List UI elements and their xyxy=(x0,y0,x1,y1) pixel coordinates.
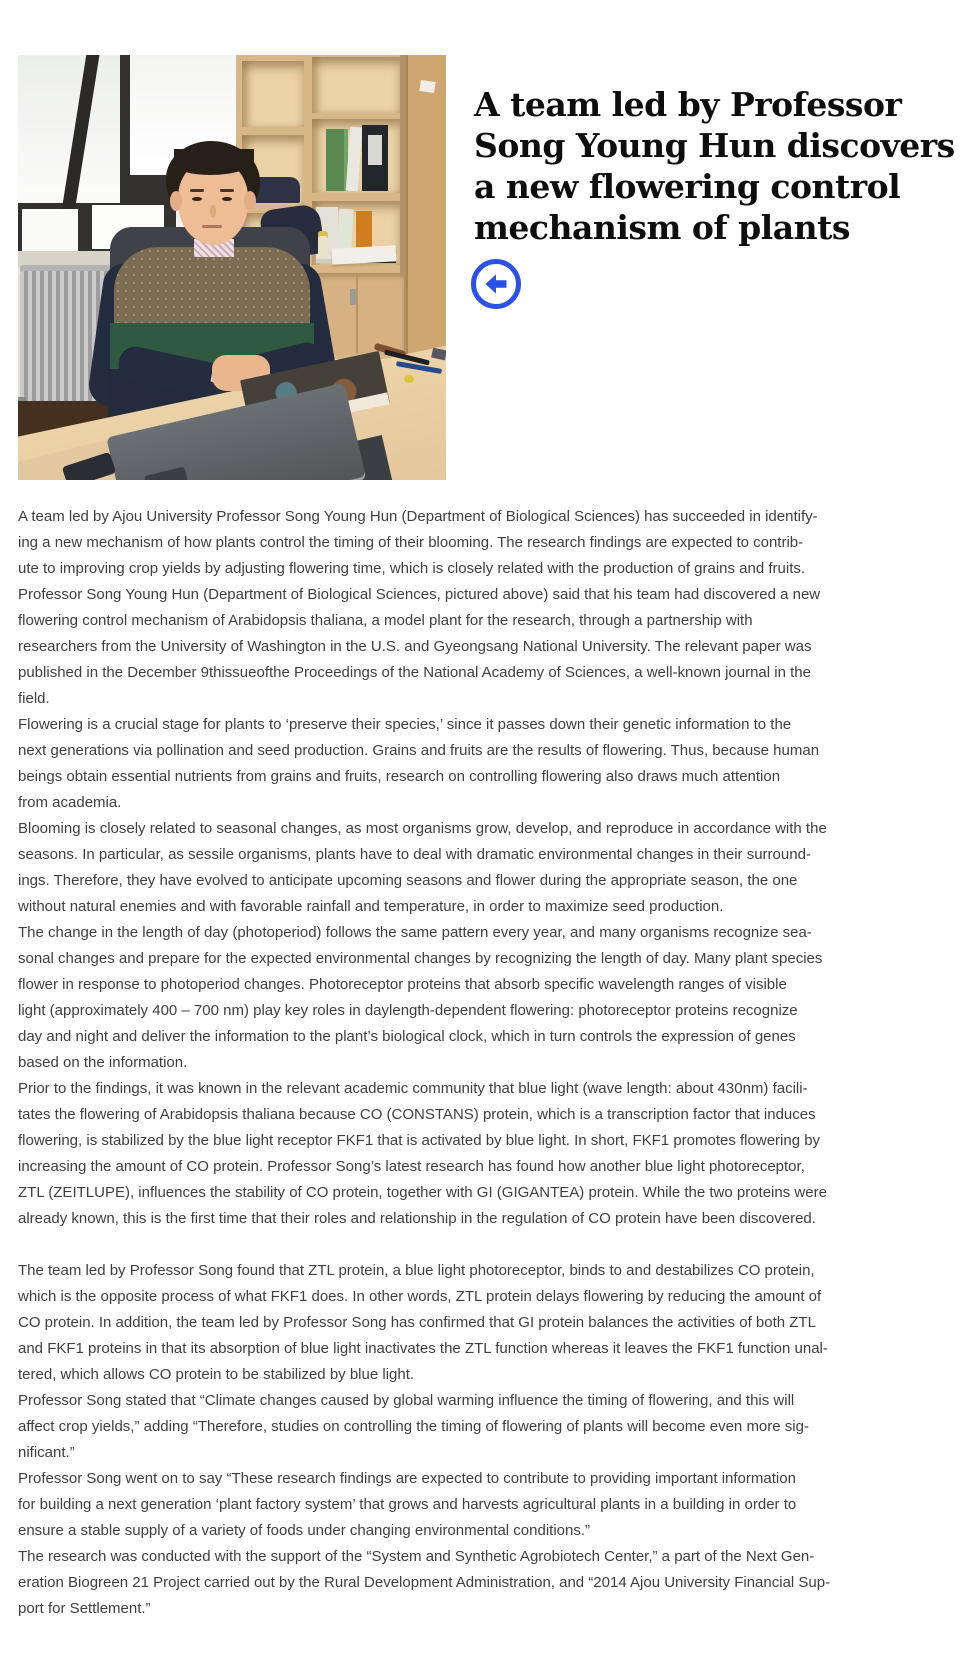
article-line: Professor Song stated that “Climate changes caused by global warming influence the timing of flowering, and this will xyxy=(18,1392,795,1409)
article-paragraph xyxy=(18,504,952,582)
article-line: Blooming is closely related to seasonal changes, as most organisms grow, develop, and reproduce in accordance with the xyxy=(18,820,827,837)
article-line: field. xyxy=(18,690,50,707)
arrow-left-icon xyxy=(482,270,510,298)
article-line: nificant.” xyxy=(18,1444,75,1461)
article-line: already known, this is the first time that their roles and relationship in the regulation of CO protein have been discovered. xyxy=(18,1210,816,1227)
article-line: The change in the length of day (photoperiod) follows the same pattern every year, and many organisms recognize sea- xyxy=(18,924,812,941)
article-line: from academia. xyxy=(18,794,122,811)
article-line: day and night and deliver the information to the plant’s biological clock, which in turn controls the expression of genes xyxy=(18,1028,796,1045)
article-line: affect crop yields,” adding “Therefore, studies on controlling the timing of flowering of plants will become even more sig- xyxy=(18,1418,809,1435)
article-line: The team led by Professor Song found that ZTL protein, a blue light photoreceptor, binds to and destabilizes CO protein, xyxy=(18,1262,815,1279)
article-line: ings. Therefore, they have evolved to anticipate upcoming seasons and flower during the appropriate season, the one xyxy=(18,872,798,889)
photo-shelf-cubby xyxy=(242,61,304,127)
article-line: Professor Song Young Hun (Department of Biological Sciences, pictured above) said that his team had discovered a new xyxy=(18,586,821,603)
article-line: tates the flowering of Arabidopsis thaliana because CO (CONSTANS) protein, which is a transcription factor that induces xyxy=(18,1106,816,1123)
photo-cabinet-seam xyxy=(356,275,358,353)
article-body xyxy=(18,504,952,1622)
article-line: Professor Song went on to say “These research findings are expected to contribute to providing important information xyxy=(18,1470,796,1487)
article-paragraph xyxy=(18,1232,952,1258)
page-title-line: Song Young Hun discovers xyxy=(474,126,955,166)
article-line: and FKF1 proteins in that its absorption of blue light inactivates the ZTL function whereas it leaves the FKF1 function unal- xyxy=(18,1340,828,1357)
article-line: without natural enemies and with favorable rainfall and temperature, in order to maximize seed production. xyxy=(18,898,724,915)
photo-binder-label xyxy=(368,135,382,165)
article-paragraph xyxy=(18,1076,952,1232)
article-line: The research was conducted with the support of the “System and Synthetic Agrobiotech Center,” a part of the Next Gen- xyxy=(18,1548,815,1565)
article-paragraph xyxy=(18,1388,952,1466)
article-line xyxy=(18,1232,952,1258)
article-line: flower in response to photoperiod changes. Photoreceptor proteins that absorb specific wavelength ranges of visible xyxy=(18,976,787,993)
page-title-line: mechanism of plants xyxy=(474,208,850,248)
article-line: flowering control mechanism of Arabidopsis thaliana, a model plant for the research, through a partnership with xyxy=(18,612,753,629)
article-line: Prior to the findings, it was known in the relevant academic community that blue light (wave length: about 430nm) facili- xyxy=(18,1080,808,1097)
article-line: based on the information. xyxy=(18,1054,188,1071)
back-button[interactable] xyxy=(471,259,521,309)
article-line: A team led by Ajou University Professor Song Young Hun (Department of Biological Sciences) has succeeded in identify- xyxy=(18,508,818,525)
photo-person-mouth xyxy=(202,225,222,228)
article-paragraph xyxy=(18,1258,952,1388)
article-line: beings obtain essential nutrients from grains and fruits, research on controlling flowering also draws much attention xyxy=(18,768,781,785)
article-line: ing a new mechanism of how plants control the timing of their blooming. The research findings are expected to contrib- xyxy=(18,534,804,551)
article-line: which is the opposite process of what FKF1 does. In other words, ZTL protein delays flowering by reducing the amount of xyxy=(18,1288,822,1305)
article-paragraph xyxy=(18,1544,952,1622)
photo-person-nose xyxy=(210,205,216,217)
article-line: increasing the amount of CO protein. Professor Song’s latest research has found how another blue light photoreceptor, xyxy=(18,1158,805,1175)
article-line: port for Settlement.” xyxy=(18,1600,151,1617)
article-line: seasons. In particular, as sessile organisms, plants have to deal with dramatic environmental changes in their surround- xyxy=(18,846,811,863)
photo-person-ear xyxy=(244,191,256,211)
photo-window-pane xyxy=(22,209,78,251)
photo-cabinet-handle xyxy=(350,289,356,305)
article-paragraph xyxy=(18,816,952,920)
photo-person-eye xyxy=(192,197,202,201)
article-line: eration Biogreen 21 Project carried out by the Rural Development Administration, and “2014 Ajou University Financial Sup- xyxy=(18,1574,831,1591)
article-line: researchers from the University of Washington in the U.S. and Gyeongsang National University. The relevant paper was xyxy=(18,638,812,655)
article-line: flowering, is stabilized by the blue light receptor FKF1 that is activated by blue light. In short, FKF1 promotes flowering by xyxy=(18,1132,821,1149)
page-title-line: A team led by Professor xyxy=(474,85,902,125)
article-paragraph xyxy=(18,582,952,712)
photo-shelf-label xyxy=(419,80,435,93)
article-paragraph xyxy=(18,920,952,1076)
photo-shelf-cubby xyxy=(312,57,400,113)
article-line: ensure a stable supply of a variety of foods under changing environmental conditions.” xyxy=(18,1522,591,1539)
article-line: ute to improving crop yields by adjusting flowering time, which is closely related with the production of grains and fruits. xyxy=(18,560,806,577)
article-line: published in the December 9thissueofthe Proceedings of the National Academy of Sciences, a well-known journal in the xyxy=(18,664,811,681)
photo-person-sweater xyxy=(114,247,310,329)
page-title xyxy=(474,84,955,248)
photo-person-eyebrow xyxy=(190,189,204,192)
photo-bottle xyxy=(318,231,328,259)
article-line: ZTL (ZEITLUPE), influences the stability of CO protein, together with GI (GIGANTEA) protein. While the two proteins were xyxy=(18,1184,827,1201)
photo-person-eyebrow xyxy=(220,189,234,192)
article-line: tered, which allows CO protein to be stabilized by blue light. xyxy=(18,1366,415,1383)
photo-person-ear xyxy=(170,191,182,211)
professor-photo xyxy=(18,55,446,480)
photo-bookshelf-side xyxy=(406,55,446,367)
photo-desk-keyring xyxy=(404,375,414,383)
photo-person-eye xyxy=(222,197,232,201)
article-line: sonal changes and prepare for the expected environmental changes by recognizing the length of day. Many plant species xyxy=(18,950,823,967)
page-title-line: a new flowering control xyxy=(474,167,901,207)
article-line: light (approximately 400 – 700 nm) play key roles in daylength-dependent flowering: photoreceptor proteins recognize xyxy=(18,1002,798,1019)
article-paragraph xyxy=(18,1466,952,1544)
article-line: CO protein. In addition, the team led by Professor Song has confirmed that GI protein balances the activities of both ZTL xyxy=(18,1314,816,1331)
photo-papers xyxy=(332,245,397,264)
article-line: for building a next generation ‘plant factory system’ that grows and harvests agricultural plants in a building in order to xyxy=(18,1496,797,1513)
article-paragraph xyxy=(18,712,952,816)
article-line: Flowering is a crucial stage for plants to ‘preserve their species,’ since it passes down their genetic information to the xyxy=(18,716,792,733)
article-line: next generations via pollination and seed production. Grains and fruits are the results of flowering. Thus, because human xyxy=(18,742,820,759)
photo-green-books xyxy=(326,129,348,191)
